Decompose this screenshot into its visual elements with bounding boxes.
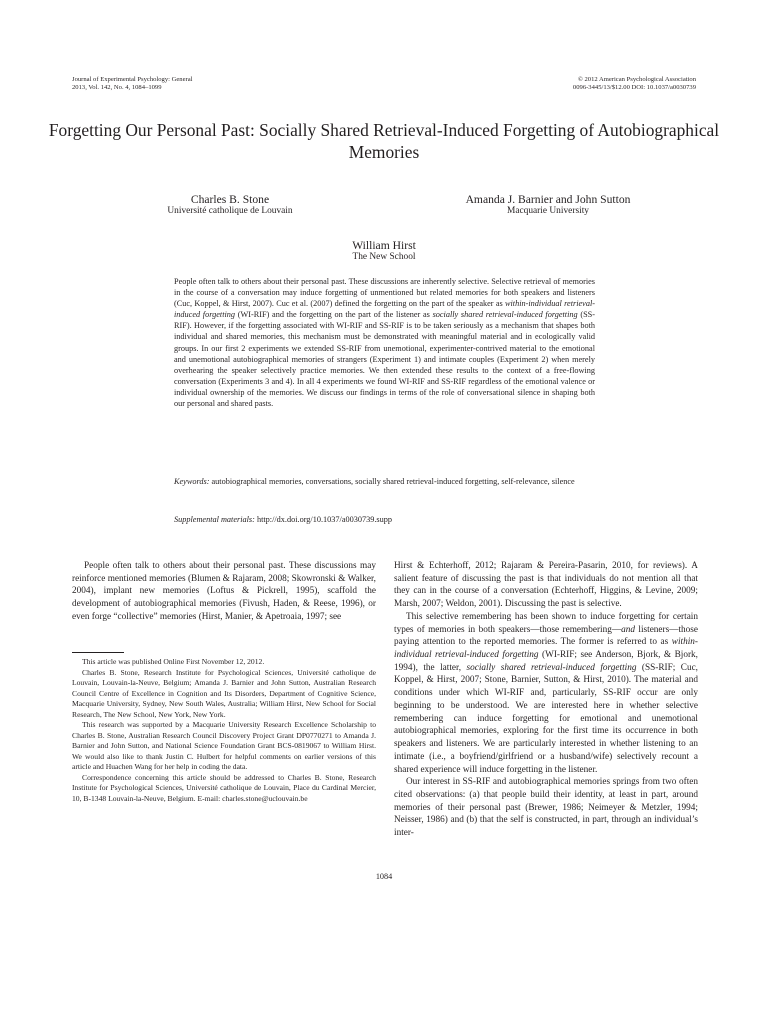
keywords-text: autobiographical memories, conversations, socially shared retrieval-induced forgetting, self-relevance, silence — [209, 477, 575, 486]
supplemental-link[interactable]: http://dx.doi.org/10.1037/a0030739.supp — [254, 515, 393, 524]
author-affiliation: Université catholique de Louvain — [167, 206, 293, 216]
supplemental-label: Supplemental materials: — [174, 515, 255, 524]
author-block-1 — [100, 193, 360, 217]
footnotes — [72, 657, 376, 804]
author-name: Charles B. Stone — [190, 193, 270, 206]
abstract-text: (WI-RIF) and the forgetting on the part of the listener as — [235, 310, 433, 320]
page-number: 1084 — [375, 872, 393, 881]
body-column-left — [72, 560, 376, 624]
keywords — [174, 476, 595, 487]
body-emphasis: and — [621, 624, 635, 635]
footnote: This research was supported by a Macquarie University Research Excellence Scholarship to Charles B. Stone, Australian Research Council Discovery Project Grant DP0770271 to Amanda J. Barnier and John Sutton, and National Science Foundation Grant BCS-0819067 to William Hirst. We would also like to thank Justin C. Hulbert for helpful comments on earlier versions of this article and Huachen Wang for her help in coding the data. — [72, 720, 376, 771]
footnote: Correspondence concerning this article should be addressed to Charles B. Stone, Research Institute for Psychological Sciences, Université catholique de Louvain, Place du Cardinal Mercier, 10, B-1348 Louvain-la-Neuve, Belgium. E-mail: charles.stone@uclouvain.be — [72, 772, 376, 803]
author-block-3 — [254, 239, 514, 263]
body-text: (WI-RIF; see Anderson, Bjork, & Bjork, 1994), the latter, — [394, 650, 698, 673]
journal-citation — [72, 76, 193, 91]
author-block-2 — [418, 193, 678, 217]
abstract-text: (SS-RIF). However, if the forgetting associated with WI-RIF and SS-RIF is to be taken seriously as a mechanism that shapes both individual and shared memories, this mechanism must be demonstrated with meaningful material and in ecologically valid groups. In our first 2 experiments we extended SS-RIF from unemotional, experimenter-contrived material to the emotional and unemotional autobiographical memories of strangers (Experiment 1) and intimate couples (Experiment 2) when merely overhearing the speaker selectively practice memories. We then extended these results to the context of a free-flowing conversation (Experiments 3 and 4). In all 4 experiments we found WI-RIF and SS-RIF regardless of the emotional valence or individual ownership of the memories. We discuss our findings in terms of the role of conversational silence in shaping both our personal and shared pasts. — [174, 310, 596, 409]
footnote-rule — [72, 652, 124, 653]
author-affiliation: The New School — [352, 252, 416, 262]
supplemental-materials — [174, 514, 595, 525]
body-paragraph — [394, 611, 698, 776]
doi-line: 0096-3445/13/$12.00 DOI: 10.1037/a0030739 — [572, 83, 696, 91]
copyright-notice — [573, 76, 696, 91]
body-text: This selective remembering has been shown to induce forgetting for certain types of memories in both speakers—those remembering— — [394, 611, 698, 635]
abstract-term: socially shared retrieval-induced forgetting — [432, 310, 578, 320]
footnote: This article was published Online First November 12, 2012. — [82, 657, 265, 666]
body-paragraph: Our interest in SS-RIF and autobiographical memories springs from two often cited observations: (a) that people build their identity, at least in part, around memories of their personal past (Brewer, 1986; Neimeyer & Metzler, 1994; Neisser, 1986) and (b) that the self is constructed, in part, through an individual’s inter- — [394, 777, 698, 839]
body-column-right — [394, 560, 698, 840]
abstract-term: within-individual retrieval-induced forgetting — [174, 299, 595, 320]
article-title: Forgetting Our Personal Past: Socially Shared Retrieval-Induced Forgetting of Autobiographical Memories — [48, 120, 720, 162]
copyright-line: © 2012 American Psychological Association — [577, 76, 696, 83]
keywords-label: Keywords: — [174, 477, 210, 486]
abstract-text: People often talk to others about their personal past. These discussions are inherently selective. Selective retrieval of memories in the course of a conversation may induce forgetting of unmentioned but related memories for both speakers and listeners (Cuc, Koppel, & Hirst, 2007). Cuc et al. (2007) defined the forgetting on the part of the speaker as — [174, 277, 595, 309]
body-paragraph: People often talk to others about their personal past. These discussions may reinforce mentioned memories (Blumen & Rajaram, 2008; Skowronski & Walker, 2004), implant new memories (Loftus & Pickrell, 1995), scaffold the development of autobiographical memories (Fivush, Haden, & Reese, 1996), or even forge “collective” memories (Hirst, Manier, & Apetroaia, 1997; see — [72, 561, 376, 622]
body-text: listeners—those paying attention to the reported memories. The former is referred to as — [394, 624, 698, 648]
body-term: socially shared retrieval-induced forgetting — [466, 662, 637, 673]
journal-name: Journal of Experimental Psychology: General — [72, 76, 193, 83]
author-name: William Hirst — [352, 239, 416, 252]
abstract — [174, 276, 595, 409]
footnote: Charles B. Stone, Research Institute for Psychological Sciences, Université catholique de Louvain, Louvain-la-Neuve, Belgium; Amanda J. Barnier and John Sutton, Australian Research Council Centre of Excellence in Cognition and Its Disorders, Department of Cognitive Science, Macquarie University, Sydney, New South Wales, Australia; William Hirst, New School for Social Research, The New School, New York, New York. — [72, 667, 376, 719]
body-text: (SS-RIF; Cuc, Koppel, & Hirst, 2007; Stone, Barnier, Sutton, & Hirst, 2010). The material and conditions under which WI-RIF and, particularly, SS-RIF occur are only beginning to be understood. We are interested here in whether selective remembering can induce forgetting for emotional and unemotional autobiographical memories, exploring for the first time its occurrence in both speakers and listeners. We are particularly interested in whether listening to an intimate (i.e., a boyfriend/girlfriend or a husband/wife) selectively recount a shared experience will induce forgetting in the listener. — [394, 662, 698, 775]
body-paragraph: Hirst & Echterhoff, 2012; Rajaram & Pereira-Pasarin, 2010, for reviews). A salient feature of discussing the past is that individuals do not mention all that they can in the course of a conversation (Echterhoff, Higgins, & Levine, 2009; Marsh, 2007; Weldon, 2001). Discussing the past is selective. — [394, 561, 698, 610]
journal-volume: 2013, Vol. 142, No. 4, 1084–1099 — [72, 83, 162, 91]
author-name: Amanda J. Barnier and John Sutton — [465, 193, 631, 206]
body-term: within-individual retrieval-induced forgetting — [394, 637, 698, 661]
author-affiliation: Macquarie University — [506, 206, 589, 216]
